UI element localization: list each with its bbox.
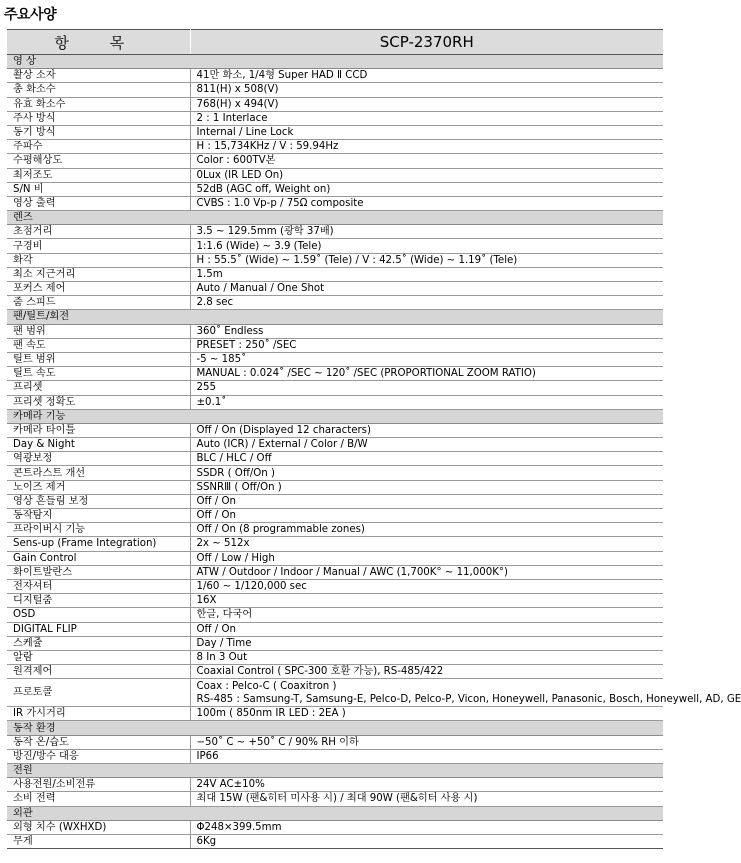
spec-value: 2 : 1 Interlace [190, 111, 663, 125]
spec-value: 768(H) x 494(V) [190, 97, 663, 111]
spec-value: 6Kg [190, 834, 663, 848]
spec-value: 360˚ Endless [190, 324, 663, 338]
spec-body [7, 55, 741, 849]
spec-row [7, 154, 663, 168]
spec-value: Off / On [190, 622, 663, 636]
spec-label: 촬상 소자 [7, 69, 190, 83]
spec-row [7, 239, 663, 253]
spec-label: 영상 흔들림 보정 [7, 494, 190, 508]
spec-label: 최소 지근거리 [7, 267, 190, 281]
spec-label: 줌 스피드 [7, 296, 190, 310]
section-title: 팬/틸트/회전 [7, 310, 663, 324]
spec-value: -5 ~ 185˚ [190, 352, 663, 366]
spec-row [7, 650, 663, 664]
spec-value: Off / On (Displayed 12 characters) [190, 423, 663, 437]
spec-row [7, 523, 663, 537]
spec-row [7, 565, 663, 579]
spec-value: 1:1.6 (Wide) ~ 3.9 (Tele) [190, 239, 663, 253]
spec-label: 프로토콜 [7, 679, 190, 707]
spec-row [7, 225, 663, 239]
spec-label: 콘트라스트 개선 [7, 466, 190, 480]
spec-row [7, 665, 663, 679]
spec-row [7, 509, 663, 523]
spec-value: Φ248×399.5mm [190, 820, 663, 834]
section-header-row [7, 806, 663, 820]
spec-row [7, 282, 663, 296]
section-header-row [7, 310, 663, 324]
section-title: 영 상 [7, 55, 663, 69]
table-header-row [7, 30, 663, 55]
spec-row [7, 452, 663, 466]
spec-row [7, 735, 663, 749]
spec-value: Internal / Line Lock [190, 125, 663, 139]
spec-label: 프라이버시 기능 [7, 523, 190, 537]
spec-label: 수평해상도 [7, 154, 190, 168]
spec-table [7, 29, 741, 849]
spec-label: 총 화소수 [7, 83, 190, 97]
spec-label: 외형 치수 (WXHXD) [7, 820, 190, 834]
spec-row [7, 324, 663, 338]
spec-label: 프리셋 정확도 [7, 395, 190, 409]
spec-row [7, 83, 663, 97]
spec-label: 구경비 [7, 239, 190, 253]
spec-row [7, 707, 663, 721]
spec-row [7, 537, 663, 551]
spec-label: 최저조도 [7, 168, 190, 182]
spec-label: 주파수 [7, 140, 190, 154]
spec-value-line: RS-485 : Samsung-T, Samsung-E, Pelco-D, Pelco-P, Vicon, Honeywell, Panasonic, Bosch, Honeywell, AD, GE [196, 693, 741, 705]
spec-value: Auto / Manual / One Shot [190, 282, 663, 296]
spec-value: 52dB (AGC off, Weight on) [190, 182, 663, 196]
spec-row [7, 579, 663, 593]
spec-value: 8 In 3 Out [190, 650, 663, 664]
spec-row [7, 466, 663, 480]
spec-row [7, 111, 663, 125]
spec-row [7, 494, 663, 508]
spec-row [7, 367, 663, 381]
spec-label: Day & Night [7, 438, 190, 452]
spec-label: 틸트 범위 [7, 352, 190, 366]
spec-value: 2x ~ 512x [190, 537, 663, 551]
spec-label: 원격제어 [7, 665, 190, 679]
spec-row [7, 749, 663, 763]
spec-label: 화이트발란스 [7, 565, 190, 579]
spec-label: 틸트 속도 [7, 367, 190, 381]
section-title: 카메라 기능 [7, 409, 663, 423]
spec-row [7, 296, 663, 310]
page-title: 주요사양 [4, 7, 57, 23]
section-title: 렌즈 [7, 211, 663, 225]
spec-value: ±0.1˚ [190, 395, 663, 409]
spec-label: OSD [7, 608, 190, 622]
spec-label: 전자셔터 [7, 579, 190, 593]
spec-value: Off / On [190, 509, 663, 523]
spec-value: SSDR ( Off/On ) [190, 466, 663, 480]
spec-row [7, 168, 663, 182]
spec-label: 동작탐지 [7, 509, 190, 523]
spec-value: 2.8 sec [190, 296, 663, 310]
spec-label: 무게 [7, 834, 190, 848]
section-title: 전원 [7, 764, 663, 778]
spec-value: ATW / Outdoor / Indoor / Manual / AWC (1,700K° ~ 11,000K°) [190, 565, 663, 579]
spec-row [7, 253, 663, 267]
spec-value: Off / Low / High [190, 551, 663, 565]
spec-label: DIGITAL FLIP [7, 622, 190, 636]
spec-label: IR 가시거리 [7, 707, 190, 721]
spec-label: 프리셋 [7, 381, 190, 395]
spec-label: 유효 화소수 [7, 97, 190, 111]
spec-value: SSNRⅢ ( Off/On ) [190, 480, 663, 494]
spec-row [7, 395, 663, 409]
section-title: 외관 [7, 806, 663, 820]
spec-label: 사용전원/소비전류 [7, 778, 190, 792]
spec-label: 소비 전력 [7, 792, 190, 806]
spec-row [7, 792, 663, 806]
spec-row [7, 69, 663, 83]
spec-row [7, 551, 663, 565]
header-model: SCP-2370RH [190, 30, 663, 55]
spec-label: Sens-up (Frame Integration) [7, 537, 190, 551]
spec-row [7, 834, 663, 848]
spec-row [7, 778, 663, 792]
spec-row [7, 352, 663, 366]
spec-label: 카메라 타이틀 [7, 423, 190, 437]
spec-value: MANUAL : 0.024˚ /SEC ~ 120˚ /SEC (PROPORTIONAL ZOOM RATIO) [190, 367, 663, 381]
spec-row [7, 381, 663, 395]
spec-value: 16X [190, 594, 663, 608]
spec-value: Coaxial Control ( SPC-300 호환 가능), RS-485/422 [190, 665, 663, 679]
spec-label: S/N 비 [7, 182, 190, 196]
spec-label: 초점거리 [7, 225, 190, 239]
spec-row [7, 125, 663, 139]
spec-label: 노이즈 제거 [7, 480, 190, 494]
spec-label: 동작 온/습도 [7, 735, 190, 749]
section-header-row [7, 55, 663, 69]
spec-value: −50˚ C ~ +50˚ C / 90% RH 이하 [190, 735, 663, 749]
spec-label: 알람 [7, 650, 190, 664]
spec-value: 255 [190, 381, 663, 395]
spec-row [7, 594, 663, 608]
spec-value: Day / Time [190, 636, 663, 650]
spec-value: Color : 600TV본 [190, 154, 663, 168]
spec-label: 디지털줌 [7, 594, 190, 608]
spec-row [7, 636, 663, 650]
spec-value: 811(H) x 508(V) [190, 83, 663, 97]
spec-value: H : 15,734KHz / V : 59.94Hz [190, 140, 663, 154]
section-title: 동작 환경 [7, 721, 663, 735]
spec-label: 화각 [7, 253, 190, 267]
section-header-row [7, 764, 663, 778]
spec-value: 3.5 ~ 129.5mm (광학 37배) [190, 225, 663, 239]
spec-value [190, 679, 741, 707]
spec-label: 포커스 제어 [7, 282, 190, 296]
spec-value: IP66 [190, 749, 663, 763]
spec-value: CVBS : 1.0 Vp-p / 75Ω composite [190, 196, 663, 210]
spec-value: 1.5m [190, 267, 663, 281]
spec-row [7, 679, 663, 707]
spec-label: 역광보정 [7, 452, 190, 466]
spec-value: H : 55.5˚ (Wide) ~ 1.59˚ (Tele) / V : 42.5˚ (Wide) ~ 1.19˚ (Tele) [190, 253, 663, 267]
spec-row [7, 480, 663, 494]
spec-row [7, 338, 663, 352]
spec-value: Off / On (8 programmable zones) [190, 523, 663, 537]
spec-label: 팬 속도 [7, 338, 190, 352]
spec-value: 최대 15W (팬&히터 미사용 시) / 최대 90W (팬&히터 사용 시) [190, 792, 663, 806]
spec-value: Auto (ICR) / External / Color / B/W [190, 438, 663, 452]
spec-row [7, 267, 663, 281]
spec-value: 0Lux (IR LED On) [190, 168, 663, 182]
spec-label: 스케쥴 [7, 636, 190, 650]
spec-label: 동기 방식 [7, 125, 190, 139]
spec-row [7, 140, 663, 154]
spec-label: Gain Control [7, 551, 190, 565]
spec-label: 팬 범위 [7, 324, 190, 338]
spec-value-line: Coax : Pelco-C ( Coaxitron ) [196, 680, 337, 692]
spec-row [7, 182, 663, 196]
spec-value: Off / On [190, 494, 663, 508]
spec-value: 41만 화소, 1/4형 Super HAD Ⅱ CCD [190, 69, 663, 83]
section-header-row [7, 721, 663, 735]
spec-row [7, 423, 663, 437]
section-header-row [7, 409, 663, 423]
spec-value: BLC / HLC / Off [190, 452, 663, 466]
spec-value: PRESET : 250˚ /SEC [190, 338, 663, 352]
spec-label: 주사 방식 [7, 111, 190, 125]
spec-value: 100m ( 850nm IR LED : 2EA ) [190, 707, 663, 721]
spec-label: 영상 출력 [7, 196, 190, 210]
spec-row [7, 196, 663, 210]
header-item: 항 목 [7, 30, 190, 55]
spec-row [7, 622, 663, 636]
spec-value: 한글, 다국어 [190, 608, 663, 622]
spec-row [7, 820, 663, 834]
section-header-row [7, 211, 663, 225]
spec-label: 방진/방수 대응 [7, 749, 190, 763]
spec-row [7, 608, 663, 622]
spec-value: 24V AC±10% [190, 778, 663, 792]
spec-value: 1/60 ~ 1/120,000 sec [190, 579, 663, 593]
spec-row [7, 97, 663, 111]
spec-row [7, 438, 663, 452]
